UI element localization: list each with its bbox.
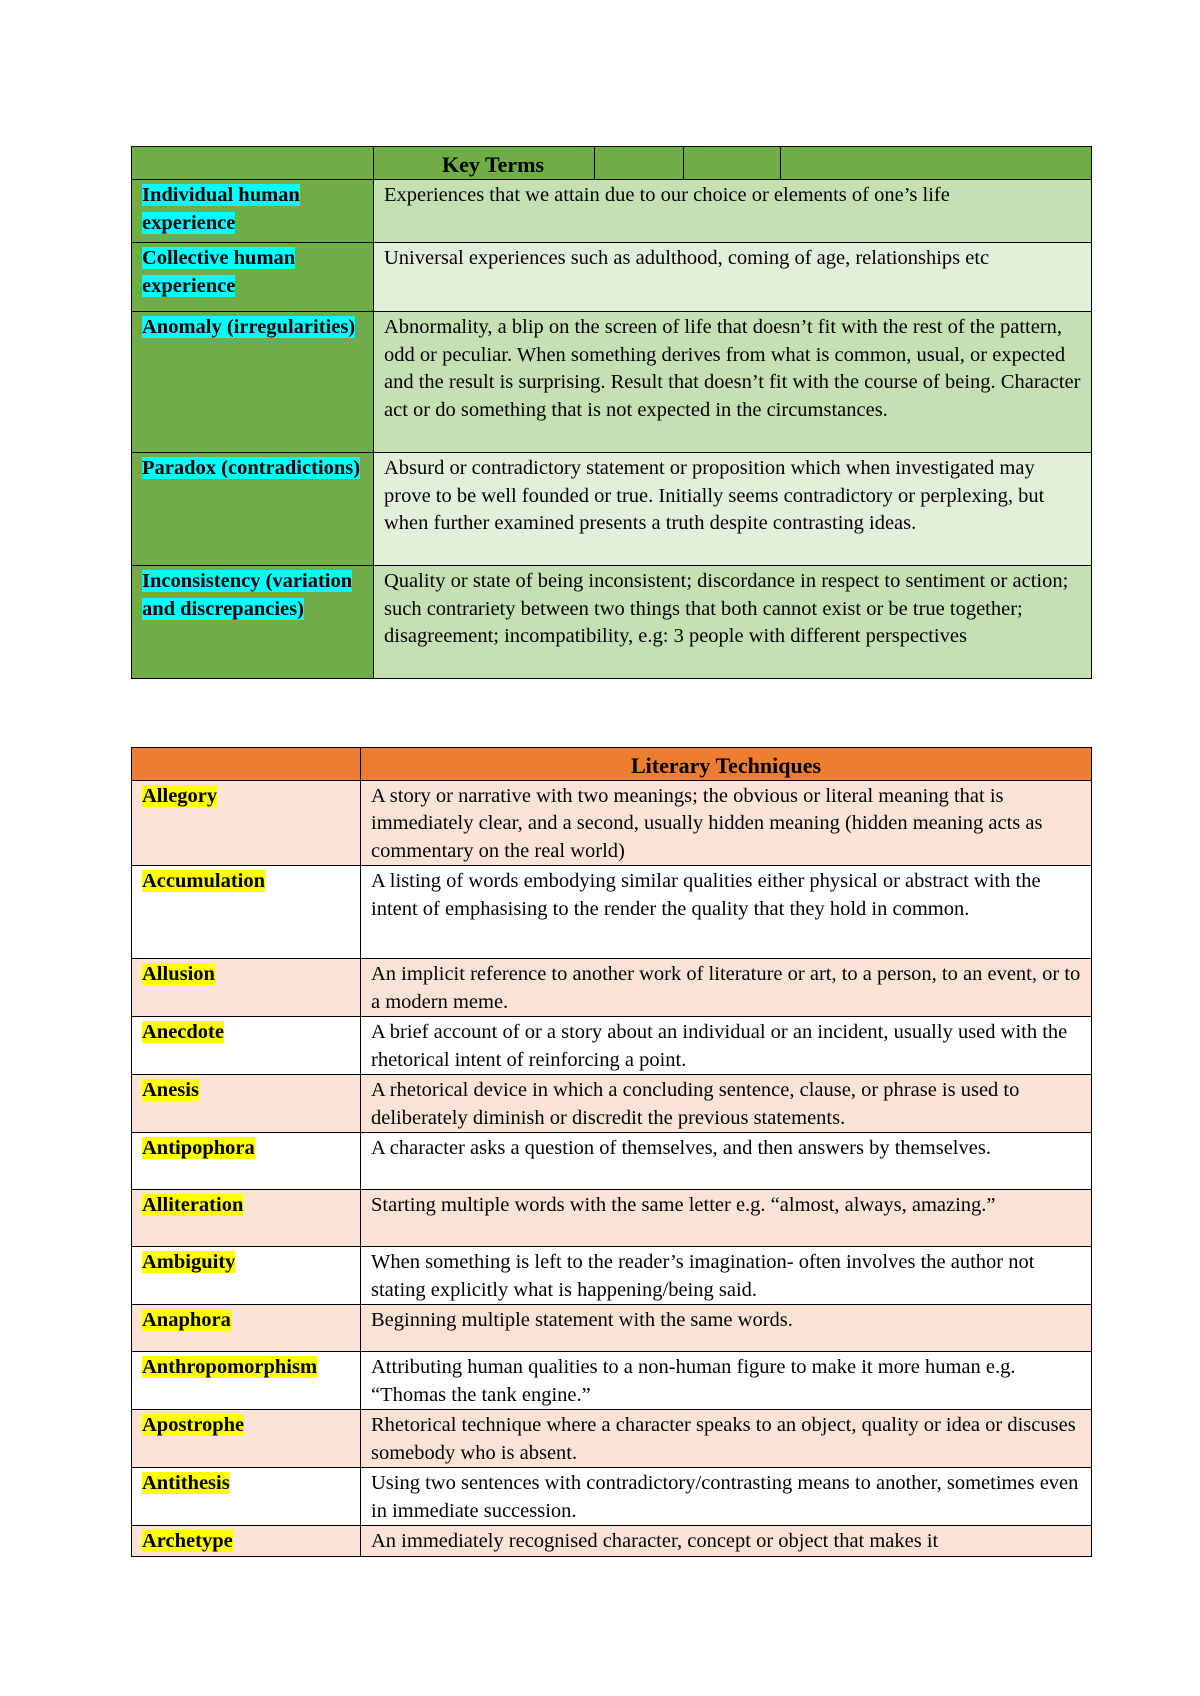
technique-term: Anaphora — [142, 1309, 231, 1331]
key-term-definition: Quality or state of being inconsistent; discordance in respect to sentiment or action; such contrariety between two things that both cannot exist or be true together; disagreement; incompatibility, e.g: 3 people with different perspectives — [374, 566, 1092, 679]
technique-row — [132, 959, 1092, 1017]
technique-term-cell — [132, 1305, 361, 1352]
key-term-cell — [132, 312, 374, 453]
technique-term: Anecdote — [142, 1021, 224, 1043]
key-terms-table — [131, 146, 1092, 679]
key-term-definition: Universal experiences such as adulthood, coming of age, relationships etc — [374, 243, 1092, 312]
key-term-row — [132, 453, 1092, 566]
key-term-label: Inconsistency (variation and discrepancies) — [142, 570, 353, 620]
technique-term-cell — [132, 1017, 361, 1075]
technique-row — [132, 1526, 1092, 1557]
technique-term-cell — [132, 866, 361, 959]
key-term-definition: Abnormality, a blip on the screen of life that doesn’t fit with the rest of the pattern, odd or peculiar. When something derives from what is common, usual, or expected and the result is surprising. Result that doesn’t fit with the course of being. Character act or do something that is not expected in the circumstances. — [374, 312, 1092, 453]
technique-term-cell — [132, 1526, 361, 1557]
technique-row — [132, 1468, 1092, 1526]
technique-row — [132, 1410, 1092, 1468]
technique-row — [132, 1133, 1092, 1190]
literary-techniques-table — [131, 747, 1092, 1557]
technique-term: Accumulation — [142, 870, 265, 892]
header-blank-cell — [780, 147, 1091, 179]
technique-term: Anesis — [142, 1079, 199, 1101]
key-terms-header — [374, 147, 1092, 180]
technique-term: Anthropomorphism — [142, 1356, 318, 1378]
technique-term: Antithesis — [142, 1472, 230, 1494]
technique-term: Apostrophe — [142, 1414, 245, 1436]
technique-term-cell — [132, 780, 361, 866]
technique-row — [132, 1247, 1092, 1305]
technique-term-cell — [132, 1468, 361, 1526]
technique-definition: A character asks a question of themselves, and then answers by themselves. — [361, 1133, 1092, 1190]
technique-row — [132, 1352, 1092, 1410]
technique-term-cell — [132, 1190, 361, 1247]
technique-definition: Starting multiple words with the same letter e.g. “almost, always, amazing.” — [361, 1190, 1092, 1247]
technique-definition: A brief account of or a story about an individual or an incident, usually used with the rhetorical intent of reinforcing a point. — [361, 1017, 1092, 1075]
technique-term-cell — [132, 1133, 361, 1190]
technique-term: Archetype — [142, 1530, 233, 1552]
technique-term-cell — [132, 1247, 361, 1305]
header-blank-cell — [594, 147, 683, 179]
technique-definition: An implicit reference to another work of literature or art, to a person, to an event, or to a modern meme. — [361, 959, 1092, 1017]
technique-term: Allegory — [142, 784, 218, 807]
technique-term-cell — [132, 1352, 361, 1410]
key-term-row — [132, 312, 1092, 453]
key-term-label: Anomaly (irregularities) — [142, 316, 356, 338]
technique-term: Allusion — [142, 963, 215, 985]
key-terms-header-row — [132, 147, 1092, 180]
technique-definition: A story or narrative with two meanings; the obvious or literal meaning that is immediately clear, and a second, usually hidden meaning (hidden meaning acts as commentary on the real world) — [361, 780, 1092, 866]
literary-techniques-header-blank — [132, 748, 361, 781]
technique-term: Ambiguity — [142, 1251, 236, 1273]
key-term-cell — [132, 566, 374, 679]
key-term-row — [132, 566, 1092, 679]
technique-definition: Using two sentences with contradictory/contrasting means to another, sometimes even in immediate succession. — [361, 1468, 1092, 1526]
technique-definition: Beginning multiple statement with the same words. — [361, 1305, 1092, 1352]
key-term-cell — [132, 180, 374, 243]
technique-definition: A rhetorical device in which a concluding sentence, clause, or phrase is used to deliberately diminish or discredit the previous statements. — [361, 1075, 1092, 1133]
key-term-label: Individual human experience — [142, 184, 300, 234]
technique-row — [132, 1190, 1092, 1247]
key-term-definition: Experiences that we attain due to our choice or elements of one’s life — [374, 180, 1092, 243]
technique-term-cell — [132, 1075, 361, 1133]
technique-definition: Rhetorical technique where a character speaks to an object, quality or idea or discuses somebody who is absent. — [361, 1410, 1092, 1468]
technique-term-cell — [132, 1410, 361, 1468]
key-term-row — [132, 243, 1092, 312]
technique-definition: Attributing human qualities to a non-human figure to make it more human e.g. “Thomas the tank engine.” — [361, 1352, 1092, 1410]
technique-definition: A listing of words embodying similar qualities either physical or abstract with the intent of emphasising to the render the quality that they hold in common. — [361, 866, 1092, 959]
technique-definition: An immediately recognised character, concept or object that makes it — [361, 1526, 1092, 1557]
key-term-cell — [132, 453, 374, 566]
key-term-cell — [132, 243, 374, 312]
technique-definition: When something is left to the reader’s imagination- often involves the author not stating explicitly what is happening/being said. — [361, 1247, 1092, 1305]
technique-row — [132, 866, 1092, 959]
technique-row — [132, 780, 1092, 866]
key-term-label: Collective human experience — [142, 247, 296, 297]
technique-row — [132, 1075, 1092, 1133]
technique-term-cell — [132, 959, 361, 1017]
key-terms-title: Key Terms — [442, 152, 545, 177]
literary-techniques-header-row — [132, 748, 1092, 781]
key-term-definition: Absurd or contradictory statement or proposition which when investigated may prove to be well founded or true. Initially seems contradictory or perplexing, but when further examined presents a truth despite contrasting ideas. — [374, 453, 1092, 566]
literary-techniques-title: Literary Techniques — [361, 748, 1092, 781]
key-term-label: Paradox (contradictions) — [142, 457, 361, 479]
header-blank-cell — [683, 147, 780, 179]
technique-term: Antipophora — [142, 1137, 255, 1159]
technique-row — [132, 1305, 1092, 1352]
technique-term: Alliteration — [142, 1194, 244, 1216]
technique-row — [132, 1017, 1092, 1075]
key-terms-header-blank — [132, 147, 374, 180]
key-term-row — [132, 180, 1092, 243]
